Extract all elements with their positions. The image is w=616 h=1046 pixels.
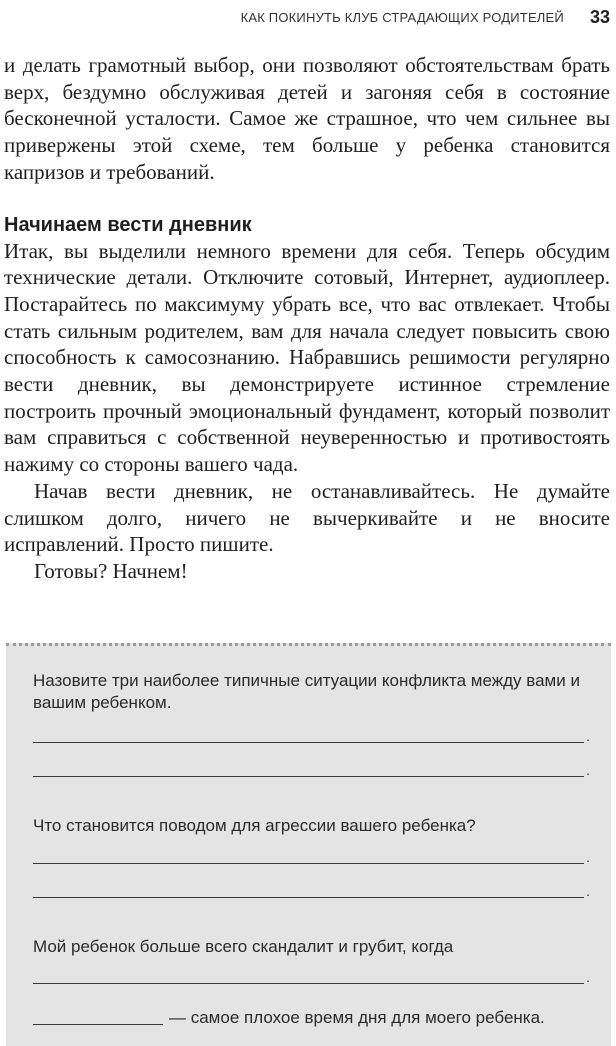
worksheet-question-3: Мой ребенок больше всего скандалит и грубит, когда <box>33 937 454 956</box>
answer-line <box>33 897 584 898</box>
fill-in-blank <box>33 1024 163 1025</box>
page-header <box>0 6 610 28</box>
paragraph: Готовы? Начнем! <box>34 558 188 583</box>
answer-line <box>33 776 584 777</box>
answer-line <box>33 983 584 984</box>
answer-line <box>33 742 584 743</box>
paragraph: Итак, вы выделили немного времени для себя. Теперь обсудим технические детали. Отключите сотовый, Интернет, аудиоплеер. Постарайтесь по максимуму убрать все, что вас отвлекает. Чтобы стать сильным родителем, вам для начала следует повысить свою способность к самосознанию. Набравшись решимости регулярно вести дневник, вы демонстрируете истинное стремление построить прочный эмоциональный фундамент, который позволит вам справиться с собственной неуверенностью и противостоять нажиму со стороны вашего чада. <box>4 238 610 477</box>
fill-in-sentence: — самое плохое время дня для моего ребенка. <box>169 1008 545 1027</box>
worksheet-question-2: Что становится поводом для агрессии вашего ребенка? <box>33 816 476 835</box>
worksheet-box <box>6 643 611 1046</box>
page-number: 33 <box>589 6 610 27</box>
running-title: КАК ПОКИНУТЬ КЛУБ СТРАДАЮЩИХ РОДИТЕЛЕЙ <box>240 9 564 25</box>
section-heading: Начинаем вести дневник <box>4 213 252 236</box>
worksheet-question-1: Назовите три наиболее типичные ситуации конфликта между вами и вашим ребенком. <box>33 671 580 712</box>
fill-in-row <box>33 1007 584 1029</box>
paragraph: Начав вести дневник, не останавливайтесь. Не думайте слишком долго, ничего не вычеркивайте и не вносите исправлений. Просто пишите. <box>4 478 610 557</box>
main-text <box>4 52 610 585</box>
paragraph: и делать грамотный выбор, они позволяют обстоятельствам брать верх, бездумно обслуживая детей и загоняя себя в состояние бесконечной усталости. Самое же страшное, что чем сильнее вы привержены этой схеме, тем больше у ребенка становится капризов и требований. <box>4 53 610 184</box>
answer-line <box>33 863 584 864</box>
